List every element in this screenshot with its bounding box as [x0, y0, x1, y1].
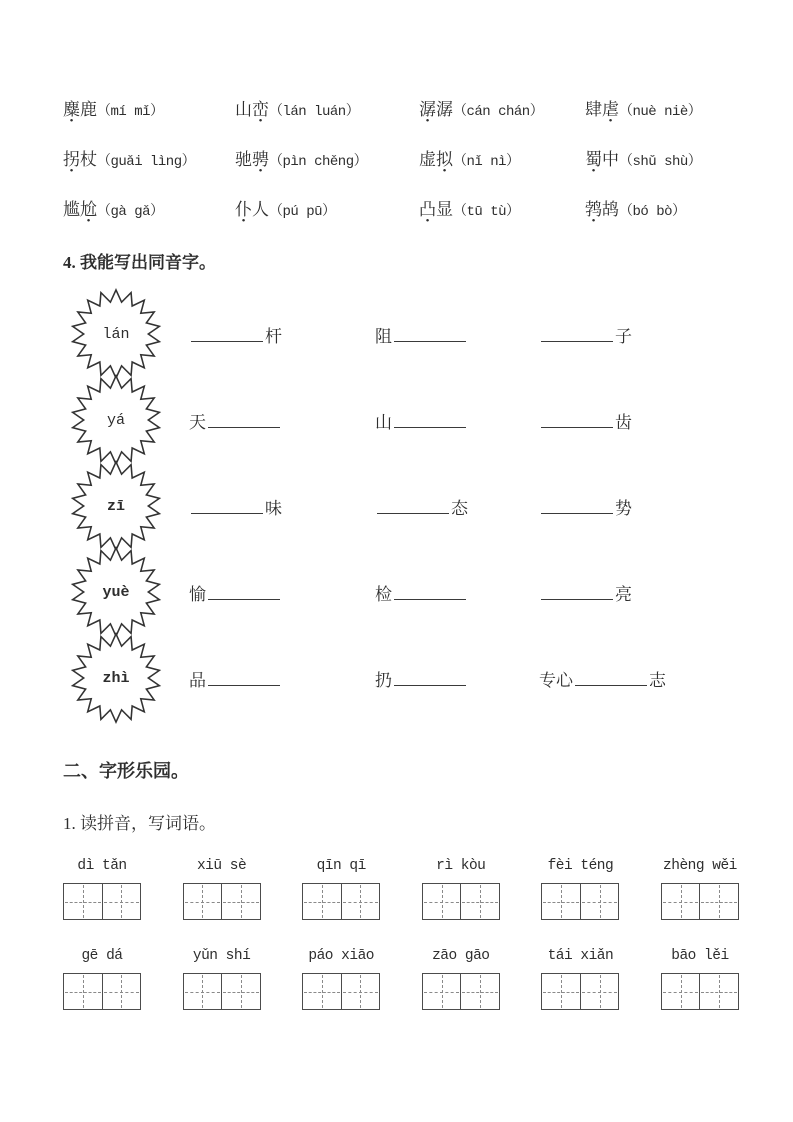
word-text	[63, 100, 97, 119]
starburst-icon	[69, 631, 163, 725]
answer-blank-line	[394, 325, 466, 341]
word-char: 麋	[63, 100, 80, 119]
starburst-icon	[69, 373, 163, 467]
grid-cell	[662, 974, 700, 1009]
answer-blank-line	[208, 411, 280, 427]
word-char: 拐	[63, 150, 80, 169]
homophone-blank-item	[375, 322, 539, 347]
word-text	[419, 150, 453, 169]
pinyin-label: rì kòu	[436, 858, 486, 874]
word-pinyin: （pìn chěng）	[269, 154, 368, 170]
starburst-icon	[69, 287, 163, 381]
pinyin-grid-item	[541, 948, 619, 1010]
grid-cell	[184, 974, 222, 1009]
blank-prefix-text: 扔	[375, 670, 392, 690]
pinyin-grid-row	[63, 858, 739, 920]
word-text	[585, 200, 619, 219]
word-item	[63, 145, 235, 170]
answer-blank-line	[541, 411, 613, 427]
word-item	[585, 95, 739, 120]
word-char: 驰	[235, 150, 252, 169]
grid-cell	[580, 884, 619, 919]
starburst-pinyin-label: yá	[106, 411, 125, 429]
word-char: 鹁	[585, 200, 602, 219]
word-char: 杖	[80, 150, 97, 169]
starburst-pinyin-label: yuè	[102, 583, 130, 601]
pinyin-label: qīn qī	[316, 858, 366, 874]
pinyin-label: fèi téng	[547, 858, 614, 874]
grid-cell	[580, 974, 619, 1009]
answer-blank-line	[208, 669, 280, 685]
homophone-blank-item	[375, 494, 539, 519]
word-item	[63, 95, 235, 120]
writing-grid	[541, 883, 619, 920]
grid-cell	[64, 974, 102, 1009]
grid-cell	[699, 974, 738, 1009]
homophone-blank-item	[539, 494, 739, 519]
blank-suffix-text: 态	[451, 498, 468, 518]
homophone-blank-item	[189, 322, 375, 347]
word-char: 尬	[80, 200, 97, 219]
pinyin-label: zāo gāo	[432, 948, 490, 964]
grid-cell	[221, 974, 260, 1009]
word-char: 山	[235, 100, 252, 119]
answer-blank-line	[394, 669, 466, 685]
q1-heading: 1. 读拼音，写词语。	[63, 814, 216, 833]
writing-grid	[63, 883, 141, 920]
grid-cell	[303, 974, 341, 1009]
section2-heading: 二、字形乐园。	[63, 761, 189, 781]
starburst-icon	[69, 459, 163, 553]
grid-cell	[699, 884, 738, 919]
writing-grid	[183, 973, 261, 1010]
homophone-blank-item	[375, 408, 539, 433]
pinyin-label: gē dá	[81, 948, 123, 964]
word-char: 鸪	[602, 200, 619, 219]
grid-cell	[102, 974, 141, 1009]
grid-cell	[341, 974, 380, 1009]
writing-grid	[422, 973, 500, 1010]
homophone-blank-item	[189, 580, 375, 605]
grid-cell	[221, 884, 260, 919]
q4-heading: 4. 我能写出同音字。	[63, 253, 216, 272]
grid-cell	[303, 884, 341, 919]
homophone-blank-item	[189, 666, 375, 691]
pinyin-grid-item	[63, 858, 141, 920]
writing-grid	[661, 973, 739, 1010]
grid-cell	[64, 884, 102, 919]
writing-grid	[541, 973, 619, 1010]
blank-prefix-text: 阻	[375, 326, 392, 346]
word-pinyin: （pú pū）	[269, 204, 336, 220]
word-text	[63, 200, 97, 219]
homophone-row	[63, 287, 739, 373]
word-item	[235, 195, 419, 220]
word-pinyin: （cán chán）	[453, 104, 544, 120]
pinyin-grid-item	[422, 858, 500, 920]
blank-prefix-text: 检	[375, 584, 392, 604]
word-char: 尴	[63, 200, 80, 219]
homophone-blank-item	[189, 494, 375, 519]
word-item	[419, 195, 585, 220]
blank-suffix-text: 子	[615, 326, 632, 346]
answer-blank-line	[191, 325, 263, 341]
grid-cell	[184, 884, 222, 919]
homophone-row	[63, 631, 739, 717]
pinyin-grid-item	[63, 948, 141, 1010]
pinyin-label: dì tǎn	[77, 858, 127, 874]
word-item	[419, 95, 585, 120]
word-char: 虚	[419, 150, 436, 169]
grid-cell	[662, 884, 700, 919]
answer-blank-line	[208, 583, 280, 599]
word-char: 中	[602, 150, 619, 169]
grid-cell	[102, 884, 141, 919]
pinyin-grid-item	[302, 948, 380, 1010]
homophone-blank-item	[539, 322, 739, 347]
answer-blank-line	[191, 497, 263, 513]
word-char: 潺	[436, 100, 453, 119]
pinyin-grid-row	[63, 948, 739, 1010]
starburst-icon	[69, 545, 163, 639]
blank-suffix-text: 势	[615, 498, 632, 518]
word-text	[585, 100, 619, 119]
writing-grid	[302, 883, 380, 920]
word-item	[235, 95, 419, 120]
answer-blank-line	[541, 497, 613, 513]
writing-grid	[422, 883, 500, 920]
blank-prefix-text: 品	[189, 670, 206, 690]
word-pinyin: （nǐ nì）	[453, 154, 520, 170]
writing-grid	[183, 883, 261, 920]
word-char: 虐	[602, 100, 619, 119]
word-char: 蜀	[585, 150, 602, 169]
pinyin-label: páo xiāo	[308, 948, 374, 964]
homophone-section	[63, 287, 739, 717]
grid-cell	[542, 974, 580, 1009]
blank-suffix-text: 齿	[615, 412, 632, 432]
blank-suffix-text: 味	[265, 498, 282, 518]
answer-blank-line	[377, 497, 449, 513]
word-pinyin: （bó bò）	[619, 204, 686, 220]
pinyin-grid-section	[63, 858, 739, 1010]
homophone-row	[63, 373, 739, 459]
homophone-row	[63, 545, 739, 631]
word-text	[235, 150, 269, 169]
word-text	[235, 100, 269, 119]
word-char: 肆	[585, 100, 602, 119]
grid-cell	[460, 974, 499, 1009]
grid-cell	[423, 974, 461, 1009]
word-item	[419, 145, 585, 170]
writing-grid	[302, 973, 380, 1010]
word-char: 人	[252, 200, 269, 219]
word-item	[585, 145, 739, 170]
writing-grid	[63, 973, 141, 1010]
homophone-blank-item	[375, 580, 539, 605]
word-char: 骋	[252, 150, 269, 169]
blank-suffix-text: 杆	[265, 326, 282, 346]
word-text	[585, 150, 619, 169]
pinyin-grid-item	[541, 858, 619, 920]
pinyin-grid-item	[183, 858, 261, 920]
word-char: 凸	[419, 200, 436, 219]
pinyin-grid-item	[183, 948, 261, 1010]
writing-grid	[661, 883, 739, 920]
grid-cell	[460, 884, 499, 919]
starburst-pinyin-label: lán	[102, 325, 130, 343]
homophone-blank-item	[539, 408, 739, 433]
starburst-pinyin-label: zhì	[102, 669, 130, 687]
word-char: 鹿	[80, 100, 97, 119]
pinyin-grid-item	[422, 948, 500, 1010]
pinyin-grid-item	[302, 858, 380, 920]
pinyin-label: xiū sè	[196, 858, 247, 874]
blank-prefix-text: 山	[375, 412, 392, 432]
word-item	[235, 145, 419, 170]
word-pinyin: （mí mǐ）	[97, 104, 164, 120]
grid-cell	[542, 884, 580, 919]
word-char: 仆	[235, 200, 252, 219]
word-pinyin: （guǎi lìng）	[97, 154, 196, 170]
word-pinyin: （shǔ shù）	[619, 154, 702, 170]
starburst-pinyin-label: zī	[106, 497, 125, 515]
answer-blank-line	[394, 583, 466, 599]
blank-prefix-text: 愉	[189, 584, 206, 604]
pinyin-grid-item	[661, 948, 739, 1010]
grid-cell	[423, 884, 461, 919]
blank-suffix-text: 亮	[615, 584, 632, 604]
pinyin-label: zhèng wěi	[663, 858, 737, 874]
word-char: 显	[436, 200, 453, 219]
homophone-blank-item	[539, 666, 739, 691]
word-pinyin: （lán luán）	[269, 104, 360, 120]
blank-prefix-text: 天	[189, 412, 206, 432]
blank-prefix-text: 专心	[539, 670, 573, 690]
word-text	[63, 150, 97, 169]
word-char: 潺	[419, 100, 436, 119]
pinyin-label: tái xiǎn	[547, 948, 614, 964]
word-char: 峦	[252, 100, 269, 119]
word-pinyin: （nuè niè）	[619, 104, 702, 120]
word-item	[585, 195, 739, 220]
homophone-row	[63, 459, 739, 545]
word-text	[419, 200, 453, 219]
word-text	[235, 200, 269, 219]
answer-blank-line	[394, 411, 466, 427]
pinyin-label: yǔn shí	[192, 948, 251, 964]
homophone-blank-item	[189, 408, 375, 433]
answer-blank-line	[541, 325, 613, 341]
word-text	[419, 100, 453, 119]
word-item	[63, 195, 235, 220]
homophone-blank-item	[375, 666, 539, 691]
blank-suffix-text: 志	[649, 670, 666, 690]
pinyin-label: bāo lěi	[671, 948, 729, 964]
word-choice-grid	[63, 95, 739, 220]
homophone-blank-item	[539, 580, 739, 605]
answer-blank-line	[575, 669, 647, 685]
word-pinyin: （tū tù）	[453, 204, 520, 220]
word-char: 拟	[436, 150, 453, 169]
grid-cell	[341, 884, 380, 919]
pinyin-grid-item	[661, 858, 739, 920]
word-pinyin: （gà gǎ）	[97, 204, 164, 220]
answer-blank-line	[541, 583, 613, 599]
